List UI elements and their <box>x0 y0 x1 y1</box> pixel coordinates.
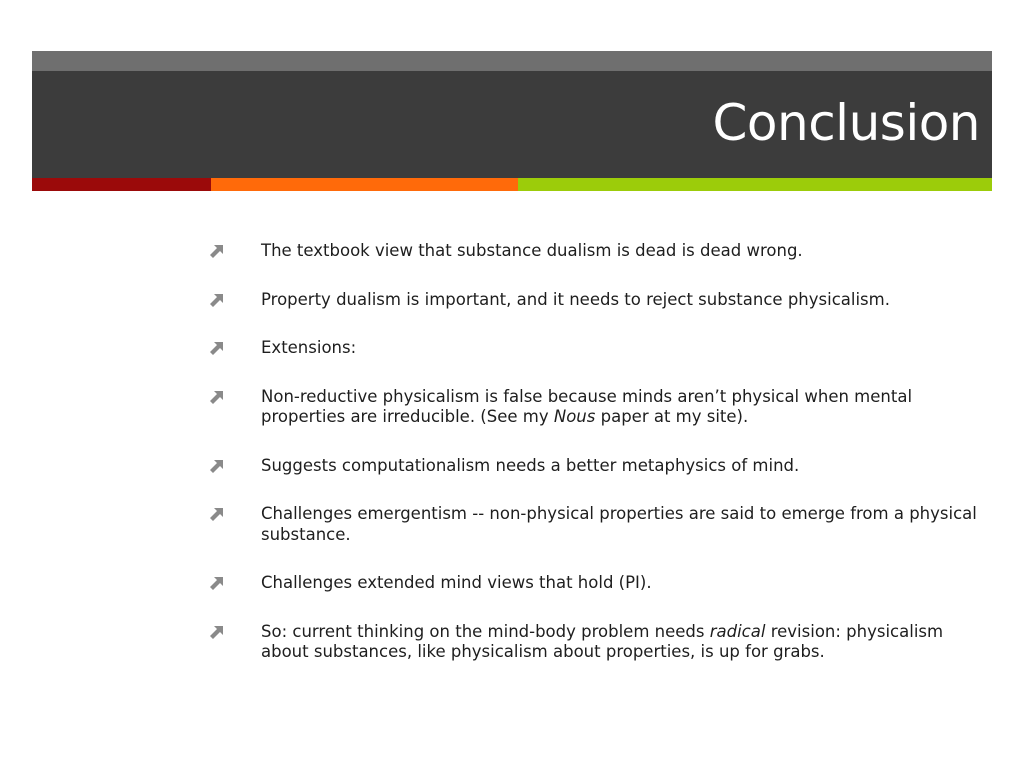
bullet-text-continued: revision: physicalism about substances, like physicalism about properties, is up for grabs. <box>261 621 944 661</box>
bullet-text <box>261 456 799 475</box>
accent-segment-orange <box>211 178 518 191</box>
bullet-text-continued: paper at my site). <box>595 407 749 426</box>
bullet-text-main: Challenges emergentism -- non-physical properties are said to emerge from a physical substance. <box>261 504 977 544</box>
bullet-item <box>210 241 990 262</box>
arrow-up-right-icon <box>210 507 224 521</box>
bullet-text <box>261 241 803 260</box>
header-top-band <box>32 51 992 71</box>
bullet-text <box>261 387 912 427</box>
bullet-item <box>210 456 990 477</box>
bullet-text <box>261 504 977 544</box>
bullet-text <box>261 338 356 357</box>
slide-title: Conclusion <box>712 94 980 152</box>
bullet-text-main: So: current thinking on the mind-body problem needs <box>261 621 710 641</box>
title-banner <box>32 71 992 178</box>
bullet-item <box>210 504 990 545</box>
arrow-up-right-icon <box>210 576 224 590</box>
arrow-up-right-icon <box>210 390 224 404</box>
bullet-text <box>261 573 652 592</box>
bullet-item <box>210 573 990 594</box>
bullet-text-main: The textbook view that substance dualism is dead is dead wrong. <box>261 241 803 260</box>
bullet-text-main: Non-reductive physicalism is false because minds aren’t physical when mental properties are irreducible. (See my <box>261 386 913 426</box>
bullet-item <box>210 290 990 311</box>
bullet-text <box>261 622 943 662</box>
bullet-item <box>210 622 990 663</box>
arrow-up-right-icon <box>210 625 224 639</box>
bullet-text-emphasis: Nous <box>553 407 596 426</box>
bullet-text-main: Extensions: <box>261 338 357 357</box>
arrow-up-right-icon <box>210 293 224 307</box>
arrow-up-right-icon <box>210 341 224 355</box>
slide-body <box>210 241 990 691</box>
bullet-item <box>210 387 990 428</box>
bullet-text-main: Challenges extended mind views that hold (PI). <box>261 573 652 592</box>
arrow-up-right-icon <box>210 459 224 473</box>
bullet-item <box>210 338 990 359</box>
accent-bar <box>32 178 992 191</box>
bullet-text-main: Property dualism is important, and it needs to reject substance physicalism. <box>261 289 890 309</box>
bullet-text-emphasis: radical <box>709 621 766 641</box>
bullet-text-main: Suggests computationalism needs a better metaphysics of mind. <box>261 455 800 475</box>
arrow-up-right-icon <box>210 244 224 258</box>
bullet-text <box>261 290 890 309</box>
bullet-list <box>210 241 990 663</box>
accent-segment-green <box>518 178 992 191</box>
accent-segment-red <box>32 178 211 191</box>
